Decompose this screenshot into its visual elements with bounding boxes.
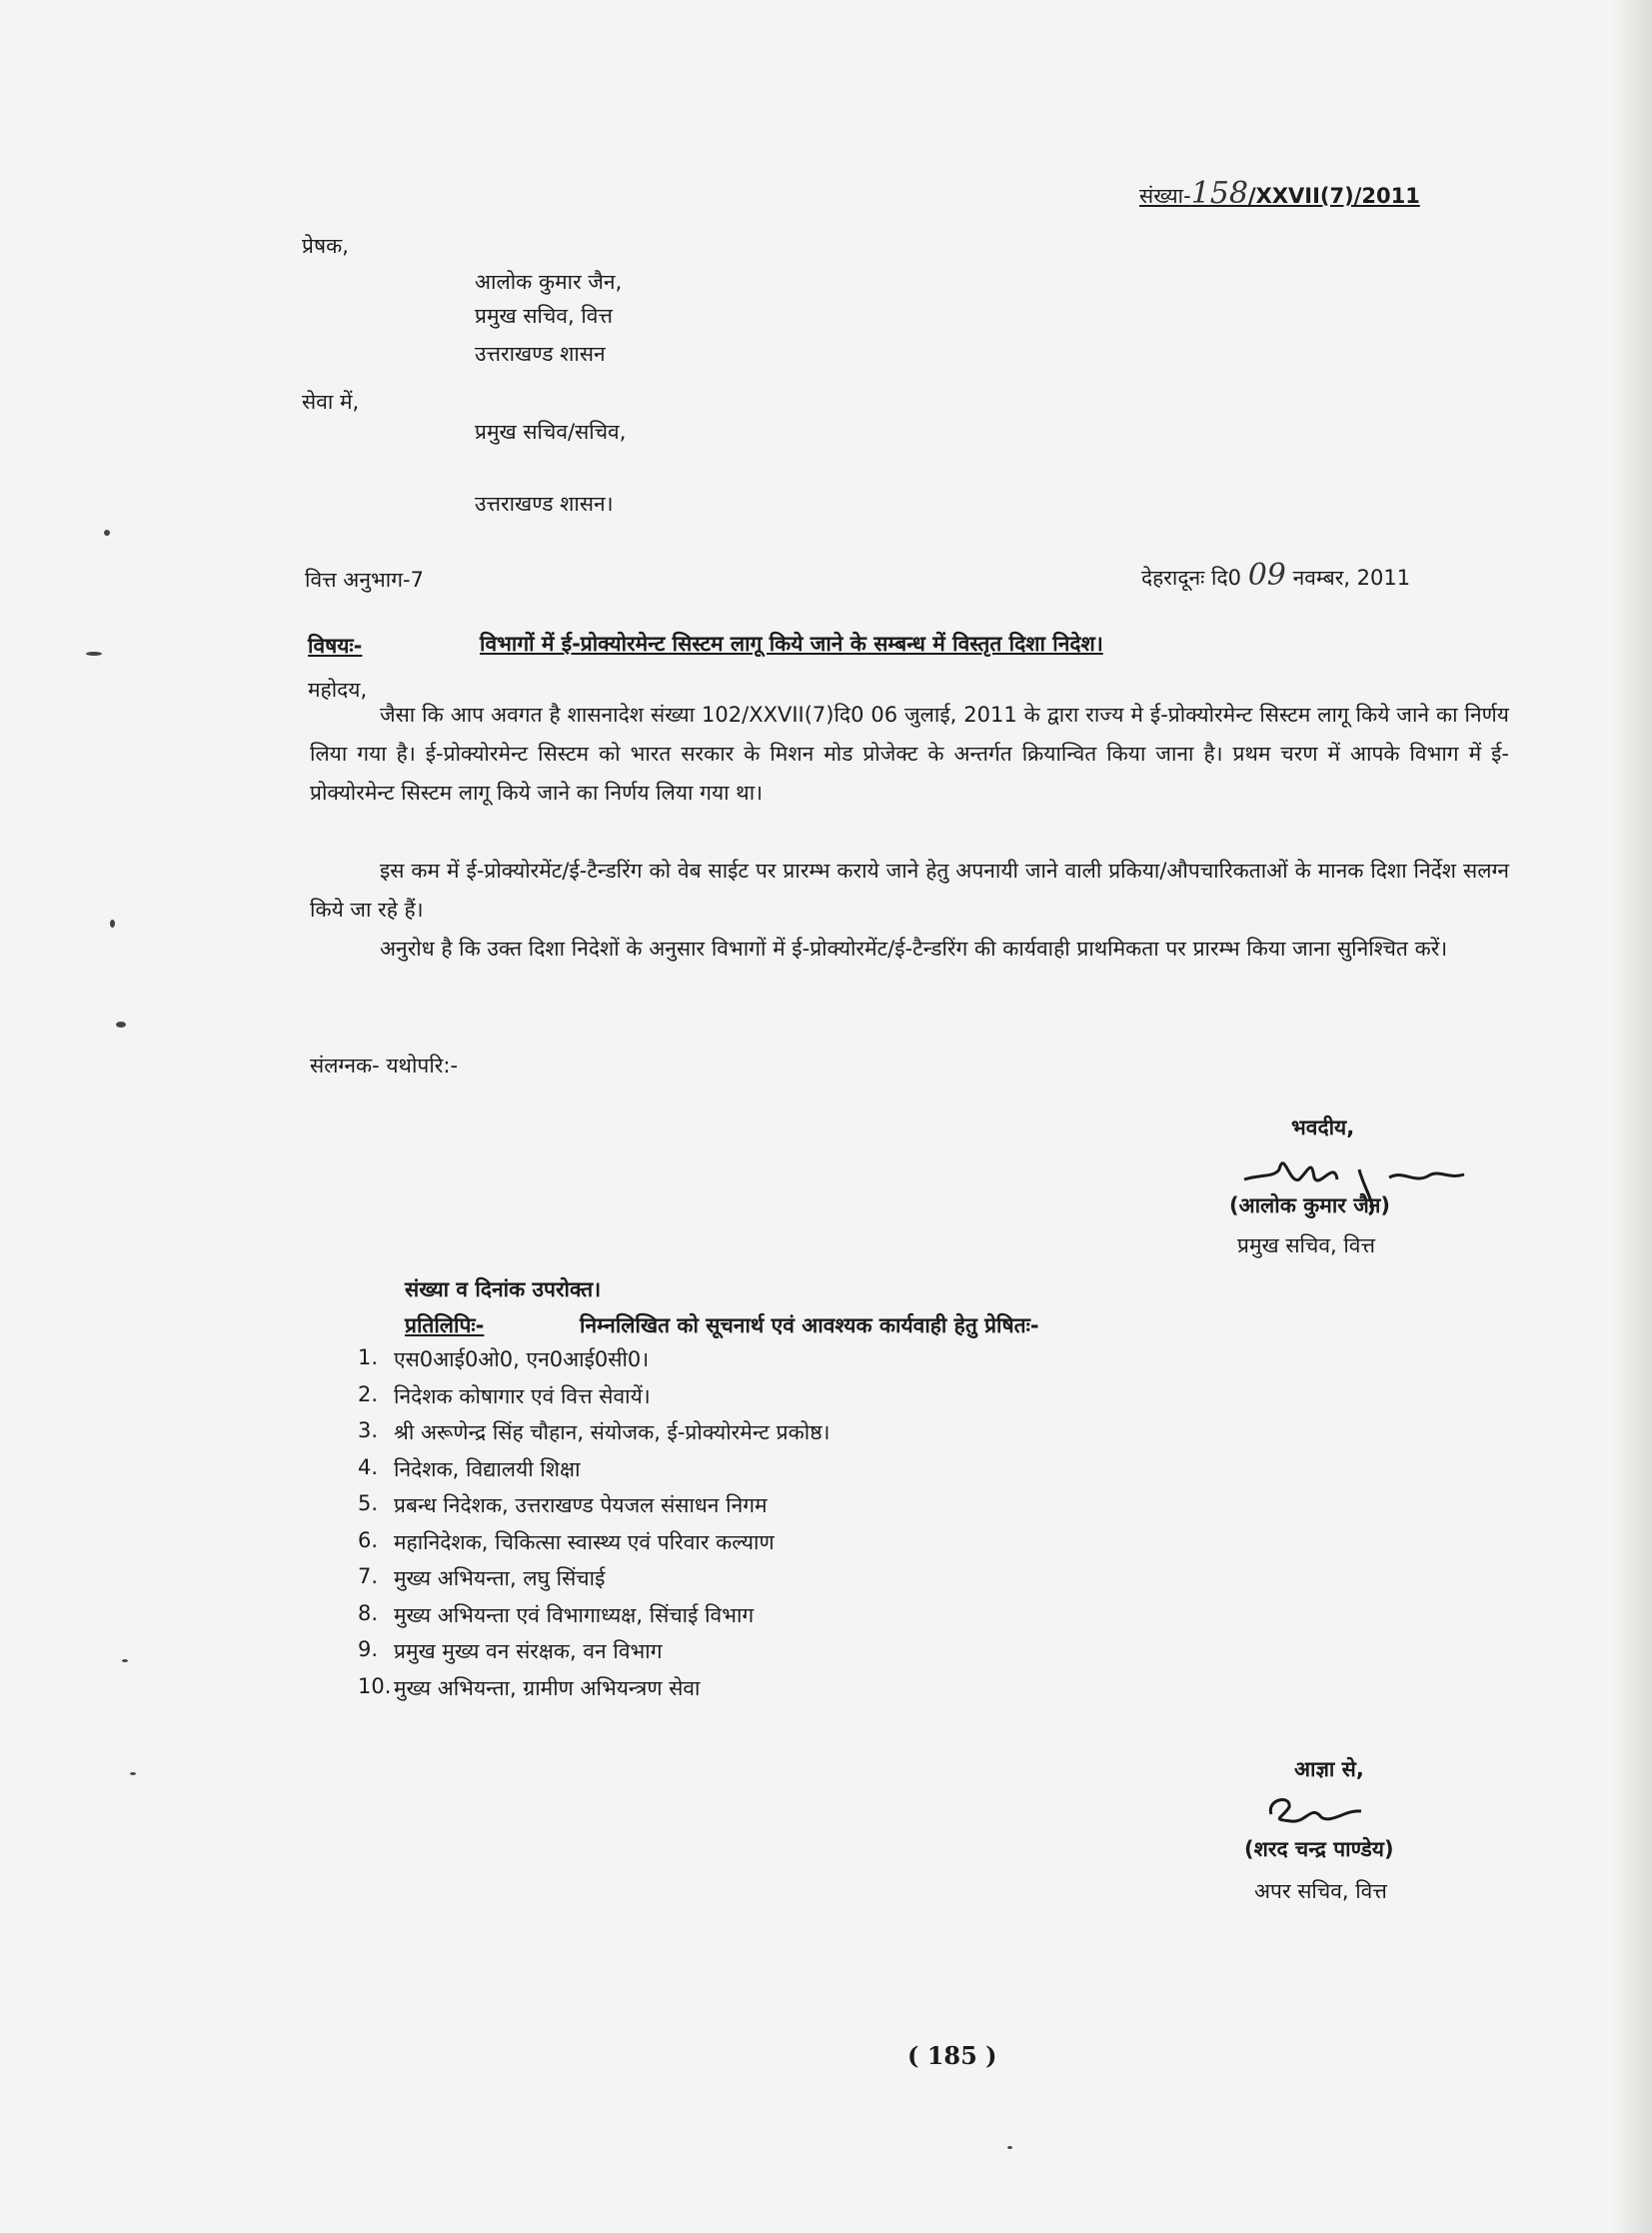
signatory-2-name: (शरद चन्द्र पाण्डेय) <box>1244 1837 1394 1861</box>
list-item: 1. एस0आई0ओ0, एन0आई0सी0। <box>358 1345 650 1371</box>
scan-speck <box>104 530 110 536</box>
list-item: 4. निदेशक, विद्यालयी शिक्षा <box>358 1454 581 1481</box>
signatory-2-designation: अपर सचिव, वित्त <box>1254 1879 1387 1903</box>
reference-handwritten-number: 158 <box>1190 176 1248 211</box>
list-item: 5. प्रबन्ध निदेशक, उत्तराखण्ड पेयजल संसाधन निगम <box>358 1491 768 1517</box>
list-item: 10. मुख्य अभियन्ता, ग्रामीण अभियन्त्रण सेवा <box>358 1673 701 1700</box>
recipient-designation: प्रमुख सचिव/सचिव, <box>475 420 627 444</box>
date-handwritten-day: 09 <box>1247 558 1286 593</box>
list-item: 7. मुख्य अभियन्ता, लघु सिंचाई <box>358 1564 606 1590</box>
scan-speck <box>130 1772 136 1775</box>
closing-bhavdiya: भवदीय, <box>1291 1116 1355 1139</box>
section-name: वित्त अनुभाग-7 <box>305 568 424 592</box>
sender-name: आलोक कुमार जैन, <box>475 270 623 294</box>
sender-label: प्रेषक, <box>302 234 349 258</box>
scan-speck <box>1007 2146 1012 2149</box>
copy-intro: निम्नलिखित को सूचनार्थ एवं आवश्यक कार्यवाही हेतु प्रेषितः- <box>580 1313 1039 1337</box>
page-number: ( 185 ) <box>907 2041 997 2070</box>
list-item: 2. निदेशक कोषागार एवं वित्त सेवायें। <box>358 1381 651 1408</box>
scan-speck <box>86 652 102 656</box>
signatory-1-name: (आलोक कुमार जैन) <box>1229 1193 1391 1217</box>
list-item: 6. महानिदेशक, चिकित्सा स्वास्थ्य एवं परिवार कल्याण <box>358 1527 775 1554</box>
signature-sharad-chandra-pandey <box>1261 1789 1381 1839</box>
closing-aagya-se: आज्ञा से, <box>1294 1757 1364 1781</box>
copy-label: प्रतिलिपिः- <box>405 1313 485 1337</box>
reference-number <box>1139 176 1420 211</box>
copy-reference-line: संख्या व दिनांक उपरोक्त। <box>405 1277 602 1301</box>
sender-designation: प्रमुख सचिव, वित्त <box>475 304 613 328</box>
body-paragraph-3: अनुरोध है कि उक्त दिशा निदेशों के अनुसार विभागों में ई-प्रोक्योरमेंट/ई-टैन्डरिंग की कार्यवाही प्राथमिकता पर प्रारम्भ किया जाना सुनिश्चित करें। <box>380 937 1448 961</box>
date-month-year: नवम्बर, 2011 <box>1292 566 1411 590</box>
enclosure-note: संलग्नक- यथोपरि:- <box>310 1054 459 1078</box>
subject-text: विभागों में ई-प्रोक्योरमेन्ट सिस्टम लागू किये जाने के सम्बन्ध में विस्तृत दिशा निदेश। <box>480 632 1103 656</box>
list-item: 9. प्रमुख मुख्य वन संरक्षक, वन विभाग <box>358 1637 663 1663</box>
list-item: 3. श्री अरूणेन्द्र सिंह चौहान, संयोजक, ई-प्रोक्योरमेन्ट प्रकोष्ठ। <box>358 1418 830 1444</box>
subject-label: विषयः- <box>308 634 363 658</box>
page-edge-shadow <box>1612 0 1652 2233</box>
scan-speck <box>122 1659 128 1662</box>
scan-speck <box>116 1022 126 1028</box>
sender-office: उत्तराखण्ड शासन <box>475 342 606 366</box>
reference-prefix: संख्या- <box>1139 184 1191 208</box>
body-paragraph-2: इस कम में ई-प्रोक्योरमेंट/ई-टैन्डरिंग को वेब साईट पर प्रारम्भ कराये जाने हेतु अपनायी जाने वाली प्रकिया/औपचारिकताओं के मानक दिशा निर्देश सलग्न किये जा रहे हैं। <box>310 859 1509 922</box>
list-item: 8. मुख्य अभियन्ता एवं विभागाध्यक्ष, सिंचाई विभाग <box>358 1600 755 1627</box>
recipient-label: सेवा में, <box>302 390 360 414</box>
scan-speck <box>110 920 115 928</box>
signatory-1-designation: प्रमुख सचिव, वित्त <box>1237 1233 1375 1257</box>
date-place: देहरादूनः दि0 <box>1141 566 1242 590</box>
letter-date <box>1141 558 1410 593</box>
reference-suffix: /XXVII(7)/2011 <box>1247 184 1420 208</box>
body-paragraph-1: जैसा कि आप अवगत है शासनादेश संख्या 102/XXVII(7)दि0 06 जुलाई, 2011 के द्वारा राज्य मे ई-प्रोक्योरमेन्ट सिस्टम लागू किये जाने का निर्णय लिया गया है। ई-प्रोक्योरमेन्ट सिस्टम को भारत सरकार के मिशन मोड प्रोजेक्ट के अन्तर्गत क्रियान्वित किया जाना है। प्रथम चरण में आपके विभाग में ई-प्रोक्योरमेन्ट सिस्टम लागू किये जाने का निर्णय लिया गया था। <box>310 703 1509 805</box>
recipient-office: उत्तराखण्ड शासन। <box>475 492 614 516</box>
copy-recipient-list <box>358 1345 830 1710</box>
salutation: महोदय, <box>308 678 368 702</box>
